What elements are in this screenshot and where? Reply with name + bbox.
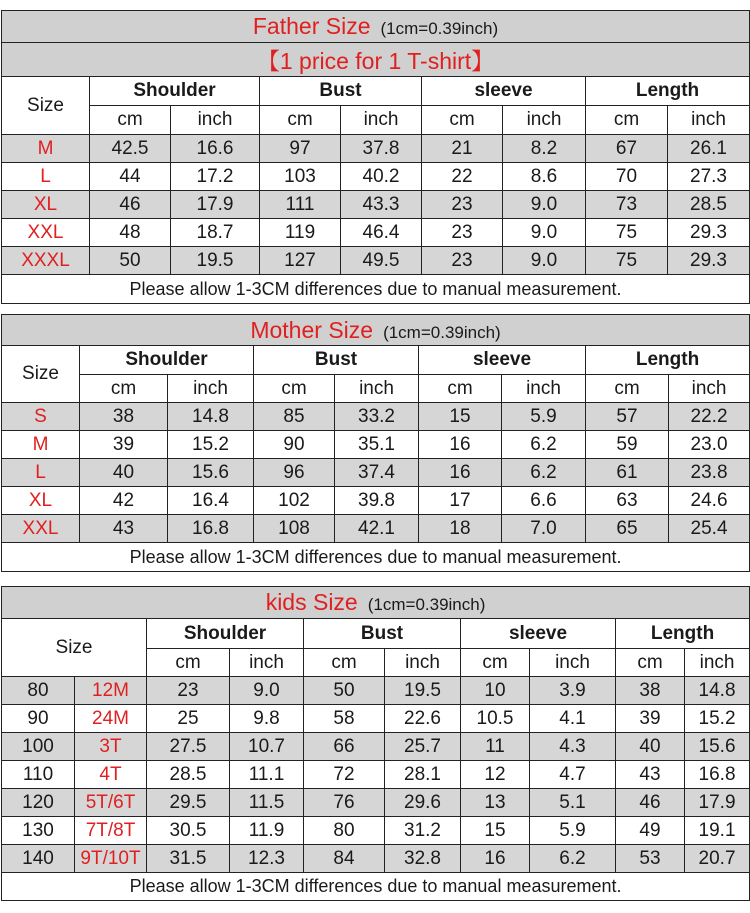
value-cell: 84 — [304, 845, 385, 873]
value-cell: 17 — [419, 487, 502, 515]
value-cell: 18 — [419, 515, 502, 543]
height-label: 100 — [2, 733, 75, 761]
unit-header: cm — [586, 106, 668, 135]
value-cell: 25 — [147, 705, 230, 733]
value-cell: 90 — [254, 431, 335, 459]
value-cell: 37.4 — [335, 459, 419, 487]
value-cell: 33.2 — [335, 403, 419, 431]
value-cell: 9.0 — [503, 219, 586, 247]
measurement-note: Please allow 1-3CM differences due to manual measurement. — [2, 873, 750, 901]
value-cell: 53 — [616, 845, 685, 873]
value-cell: 103 — [260, 163, 341, 191]
table-row — [2, 487, 750, 515]
value-cell: 66 — [304, 733, 385, 761]
value-cell: 16.8 — [168, 515, 254, 543]
value-cell: 9.0 — [503, 247, 586, 275]
value-cell: 28.5 — [147, 761, 230, 789]
unit-header: inch — [503, 106, 586, 135]
height-label: 130 — [2, 817, 75, 845]
size-label: S — [2, 403, 80, 431]
value-cell: 39.8 — [335, 487, 419, 515]
value-cell: 6.6 — [502, 487, 586, 515]
size-label: 3T — [75, 733, 147, 761]
value-cell: 28.1 — [385, 761, 461, 789]
value-cell: 19.5 — [171, 247, 260, 275]
size-label: XL — [2, 487, 80, 515]
unit-header: cm — [80, 375, 168, 403]
value-cell: 14.8 — [168, 403, 254, 431]
unit-header: cm — [260, 106, 341, 135]
measurement-note: Please allow 1-3CM differences due to manual measurement. — [2, 275, 750, 304]
unit-header: cm — [461, 649, 530, 677]
value-cell: 22 — [422, 163, 503, 191]
table-row — [2, 817, 750, 845]
value-cell: 15.6 — [168, 459, 254, 487]
value-cell: 5.9 — [502, 403, 586, 431]
value-cell: 43 — [616, 761, 685, 789]
size-label: 7T/8T — [75, 817, 147, 845]
value-cell: 29.3 — [668, 219, 750, 247]
value-cell: 39 — [616, 705, 685, 733]
value-cell: 22.6 — [385, 705, 461, 733]
height-label: 120 — [2, 789, 75, 817]
group-header-bust: Bust — [304, 619, 461, 649]
kids-title-cell — [2, 587, 750, 619]
value-cell: 19.1 — [685, 817, 750, 845]
value-cell: 5.1 — [530, 789, 616, 817]
value-cell: 42 — [80, 487, 168, 515]
value-cell: 29.5 — [147, 789, 230, 817]
value-cell: 40 — [616, 733, 685, 761]
value-cell: 65 — [586, 515, 669, 543]
value-cell: 44 — [90, 163, 171, 191]
value-cell: 30.5 — [147, 817, 230, 845]
value-cell: 6.2 — [502, 431, 586, 459]
value-cell: 38 — [80, 403, 168, 431]
mother-conversion: (1cm=0.39inch) — [383, 322, 501, 342]
unit-header: cm — [419, 375, 502, 403]
value-cell: 15 — [461, 817, 530, 845]
value-cell: 6.2 — [530, 845, 616, 873]
value-cell: 75 — [586, 219, 668, 247]
unit-header: inch — [669, 375, 750, 403]
table-row — [2, 247, 750, 275]
table-row — [2, 733, 750, 761]
value-cell: 12 — [461, 761, 530, 789]
value-cell: 16 — [461, 845, 530, 873]
value-cell: 31.5 — [147, 845, 230, 873]
value-cell: 9.0 — [503, 191, 586, 219]
table-row — [2, 677, 750, 705]
value-cell: 61 — [586, 459, 669, 487]
group-header-shoulder: Shoulder — [90, 77, 260, 106]
size-label: L — [2, 163, 90, 191]
value-cell: 15.2 — [168, 431, 254, 459]
size-label: 12M — [75, 677, 147, 705]
table-row — [2, 845, 750, 873]
group-header-length: Length — [586, 346, 750, 375]
value-cell: 3.9 — [530, 677, 616, 705]
value-cell: 25.7 — [385, 733, 461, 761]
size-label: XL — [2, 191, 90, 219]
value-cell: 32.8 — [385, 845, 461, 873]
table-row — [2, 219, 750, 247]
size-header: Size — [2, 619, 147, 677]
value-cell: 9.0 — [230, 677, 304, 705]
table-row — [2, 135, 750, 163]
value-cell: 4.7 — [530, 761, 616, 789]
value-cell: 23.8 — [669, 459, 750, 487]
table-row — [2, 191, 750, 219]
group-header-shoulder: Shoulder — [147, 619, 304, 649]
value-cell: 18.7 — [171, 219, 260, 247]
value-cell: 17.2 — [171, 163, 260, 191]
size-label: 24M — [75, 705, 147, 733]
value-cell: 43.3 — [341, 191, 422, 219]
value-cell: 28.5 — [668, 191, 750, 219]
value-cell: 43 — [80, 515, 168, 543]
value-cell: 57 — [586, 403, 669, 431]
value-cell: 67 — [586, 135, 668, 163]
value-cell: 16 — [419, 431, 502, 459]
value-cell: 23 — [422, 191, 503, 219]
group-header-shoulder: Shoulder — [80, 346, 254, 375]
value-cell: 27.3 — [668, 163, 750, 191]
value-cell: 4.1 — [530, 705, 616, 733]
value-cell: 21 — [422, 135, 503, 163]
unit-header: inch — [668, 106, 750, 135]
table-row — [2, 789, 750, 817]
value-cell: 23 — [147, 677, 230, 705]
size-label: L — [2, 459, 80, 487]
value-cell: 26.1 — [668, 135, 750, 163]
size-label: M — [2, 135, 90, 163]
value-cell: 96 — [254, 459, 335, 487]
unit-header: inch — [341, 106, 422, 135]
value-cell: 31.2 — [385, 817, 461, 845]
father-size-table — [1, 10, 750, 304]
unit-header: cm — [304, 649, 385, 677]
value-cell: 39 — [80, 431, 168, 459]
value-cell: 73 — [586, 191, 668, 219]
kids-size-table — [1, 586, 750, 901]
value-cell: 7.0 — [502, 515, 586, 543]
value-cell: 25.4 — [669, 515, 750, 543]
unit-header: cm — [586, 375, 669, 403]
group-header-sleeve: sleeve — [422, 77, 586, 106]
size-header: Size — [2, 346, 80, 403]
value-cell: 72 — [304, 761, 385, 789]
value-cell: 16.8 — [685, 761, 750, 789]
group-header-bust: Bust — [260, 77, 422, 106]
group-header-sleeve: sleeve — [461, 619, 616, 649]
table-row — [2, 459, 750, 487]
unit-header: cm — [147, 649, 230, 677]
kids-conversion: (1cm=0.39inch) — [367, 595, 486, 614]
value-cell: 10.7 — [230, 733, 304, 761]
value-cell: 76 — [304, 789, 385, 817]
value-cell: 10 — [461, 677, 530, 705]
value-cell: 102 — [254, 487, 335, 515]
value-cell: 29.3 — [668, 247, 750, 275]
value-cell: 42.5 — [90, 135, 171, 163]
unit-header: inch — [685, 649, 750, 677]
value-cell: 49 — [616, 817, 685, 845]
value-cell: 8.6 — [503, 163, 586, 191]
value-cell: 48 — [90, 219, 171, 247]
value-cell: 19.5 — [385, 677, 461, 705]
unit-header: inch — [230, 649, 304, 677]
father-title: Father Size — [252, 13, 371, 39]
unit-header: cm — [616, 649, 685, 677]
value-cell: 27.5 — [147, 733, 230, 761]
value-cell: 11 — [461, 733, 530, 761]
measurement-note: Please allow 1-3CM differences due to manual measurement. — [2, 543, 750, 572]
height-label: 140 — [2, 845, 75, 873]
value-cell: 11.9 — [230, 817, 304, 845]
value-cell: 97 — [260, 135, 341, 163]
value-cell: 16 — [419, 459, 502, 487]
mother-title: Mother Size — [250, 316, 374, 343]
value-cell: 70 — [586, 163, 668, 191]
value-cell: 50 — [90, 247, 171, 275]
unit-header: inch — [335, 375, 419, 403]
size-label: M — [2, 431, 80, 459]
value-cell: 8.2 — [503, 135, 586, 163]
value-cell: 14.8 — [685, 677, 750, 705]
father-subtitle: 【1 price for 1 T-shirt】 — [2, 43, 750, 77]
unit-header: inch — [502, 375, 586, 403]
value-cell: 40 — [80, 459, 168, 487]
value-cell: 75 — [586, 247, 668, 275]
value-cell: 80 — [304, 817, 385, 845]
group-header-sleeve: sleeve — [419, 346, 586, 375]
value-cell: 59 — [586, 431, 669, 459]
value-cell: 15 — [419, 403, 502, 431]
value-cell: 15.6 — [685, 733, 750, 761]
value-cell: 22.2 — [669, 403, 750, 431]
value-cell: 127 — [260, 247, 341, 275]
value-cell: 29.6 — [385, 789, 461, 817]
value-cell: 23 — [422, 219, 503, 247]
value-cell: 5.9 — [530, 817, 616, 845]
value-cell: 42.1 — [335, 515, 419, 543]
size-label: 5T/6T — [75, 789, 147, 817]
value-cell: 46.4 — [341, 219, 422, 247]
value-cell: 12.3 — [230, 845, 304, 873]
value-cell: 11.1 — [230, 761, 304, 789]
value-cell: 23 — [422, 247, 503, 275]
value-cell: 38 — [616, 677, 685, 705]
unit-header: cm — [90, 106, 171, 135]
unit-header: inch — [385, 649, 461, 677]
mother-size-table — [1, 314, 750, 572]
height-label: 90 — [2, 705, 75, 733]
value-cell: 20.7 — [685, 845, 750, 873]
table-row — [2, 705, 750, 733]
father-title-cell — [2, 11, 750, 43]
value-cell: 58 — [304, 705, 385, 733]
unit-header: cm — [254, 375, 335, 403]
size-label: XXXL — [2, 247, 90, 275]
size-label: 4T — [75, 761, 147, 789]
table-row — [2, 761, 750, 789]
value-cell: 17.9 — [685, 789, 750, 817]
group-header-length: Length — [586, 77, 750, 106]
value-cell: 10.5 — [461, 705, 530, 733]
mother-title-cell — [2, 315, 750, 346]
value-cell: 17.9 — [171, 191, 260, 219]
size-label: XXL — [2, 219, 90, 247]
value-cell: 50 — [304, 677, 385, 705]
value-cell: 49.5 — [341, 247, 422, 275]
value-cell: 40.2 — [341, 163, 422, 191]
size-label: 9T/10T — [75, 845, 147, 873]
value-cell: 108 — [254, 515, 335, 543]
size-header: Size — [2, 77, 90, 135]
unit-header: inch — [168, 375, 254, 403]
value-cell: 63 — [586, 487, 669, 515]
table-row — [2, 163, 750, 191]
group-header-bust: Bust — [254, 346, 419, 375]
kids-title: kids Size — [265, 589, 358, 615]
height-label: 80 — [2, 677, 75, 705]
value-cell: 4.3 — [530, 733, 616, 761]
value-cell: 46 — [616, 789, 685, 817]
value-cell: 85 — [254, 403, 335, 431]
value-cell: 15.2 — [685, 705, 750, 733]
value-cell: 11.5 — [230, 789, 304, 817]
unit-header: inch — [530, 649, 616, 677]
value-cell: 111 — [260, 191, 341, 219]
table-row — [2, 403, 750, 431]
value-cell: 24.6 — [669, 487, 750, 515]
size-label: XXL — [2, 515, 80, 543]
value-cell: 35.1 — [335, 431, 419, 459]
unit-header: inch — [171, 106, 260, 135]
group-header-length: Length — [616, 619, 750, 649]
value-cell: 16.4 — [168, 487, 254, 515]
table-row — [2, 431, 750, 459]
height-label: 110 — [2, 761, 75, 789]
value-cell: 16.6 — [171, 135, 260, 163]
value-cell: 13 — [461, 789, 530, 817]
value-cell: 9.8 — [230, 705, 304, 733]
unit-header: cm — [422, 106, 503, 135]
value-cell: 6.2 — [502, 459, 586, 487]
table-row — [2, 515, 750, 543]
value-cell: 37.8 — [341, 135, 422, 163]
value-cell: 119 — [260, 219, 341, 247]
value-cell: 46 — [90, 191, 171, 219]
value-cell: 23.0 — [669, 431, 750, 459]
father-conversion: (1cm=0.39inch) — [380, 19, 499, 38]
